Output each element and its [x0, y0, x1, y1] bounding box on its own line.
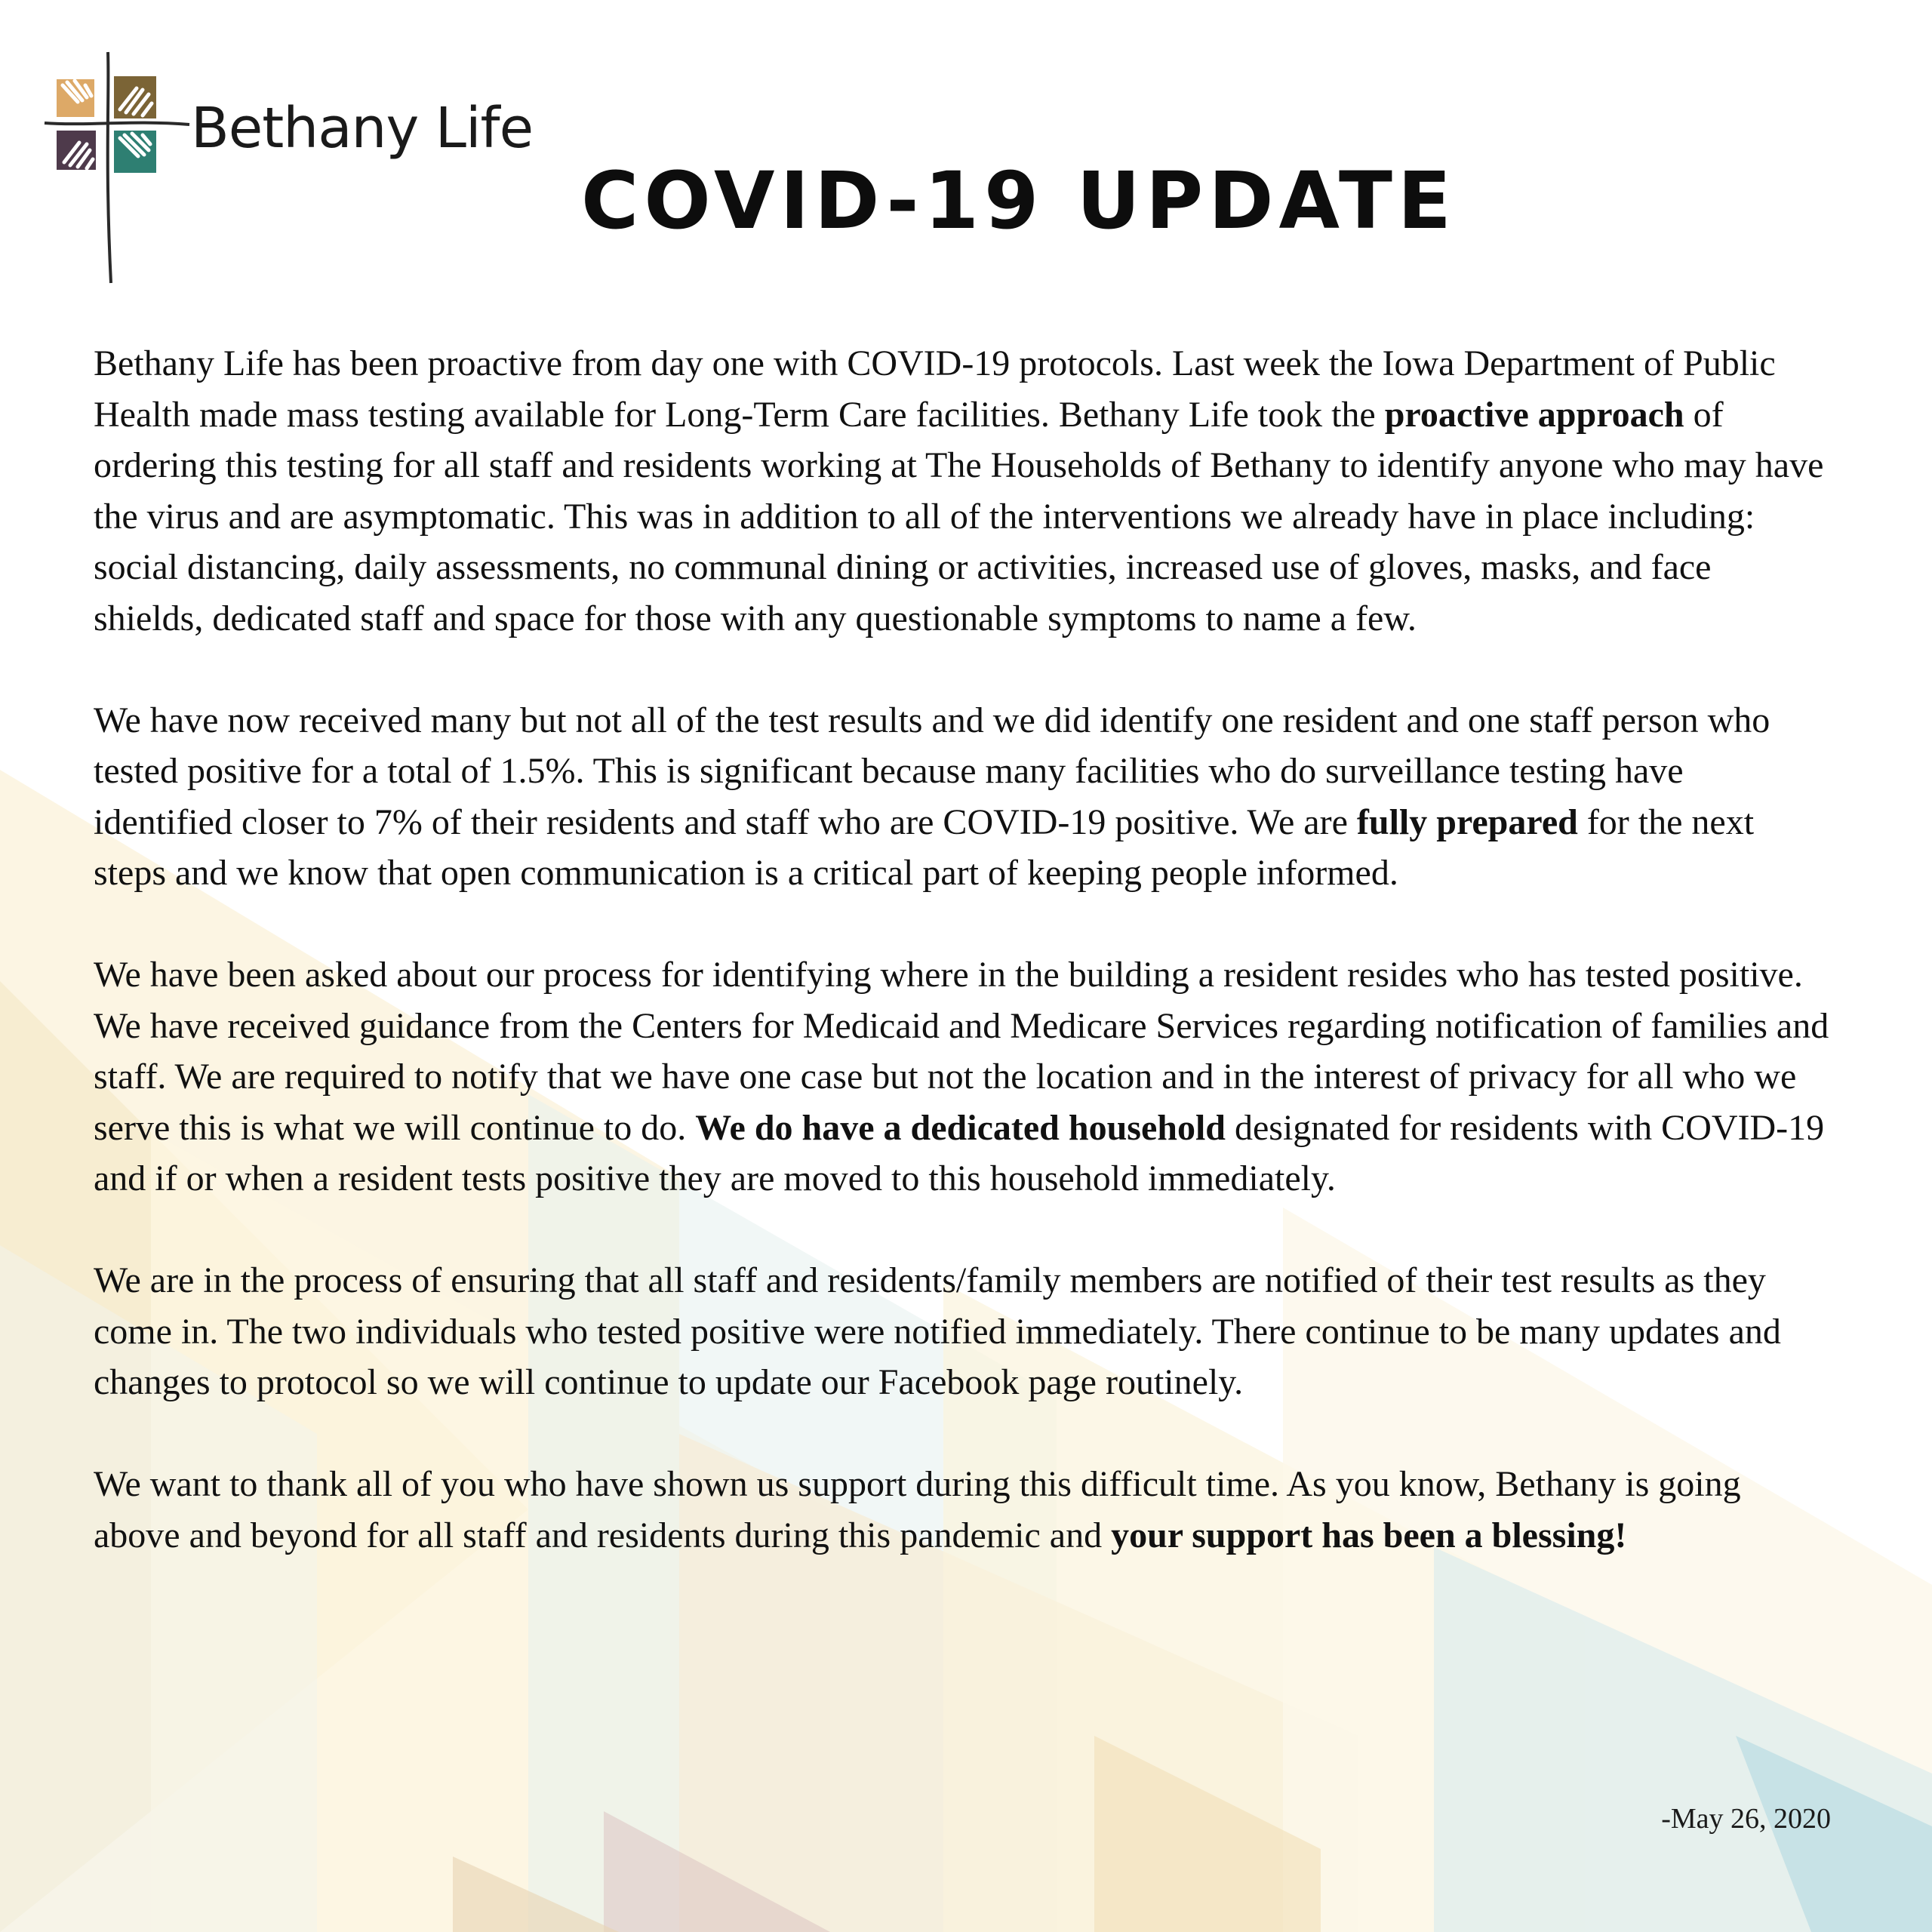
paragraph	[94, 1459, 1829, 1561]
paragraph	[94, 695, 1829, 899]
logo-wordmark: Bethany Life	[191, 96, 534, 161]
text-segment: We have been asked about our process for identifying where in the building a resident resides who has tested positive. We have received guidance from the Centers for Medicaid and Medicare Services regarding notification of families and staff. We are required to notify that we have one case but not the location and in the interest of privacy for all who we serve this is what we will continue to do.	[94, 955, 1829, 1148]
paragraph	[94, 338, 1829, 644]
bold-text: proactive approach	[1384, 394, 1684, 435]
bold-text: We do have a dedicated household	[695, 1107, 1226, 1148]
bold-text: fully prepared	[1356, 801, 1578, 842]
bold-text: your support has been a blessing!	[1111, 1515, 1627, 1555]
text-segment: We want to thank all of you who have shown us support during this difficult time. As you know, Bethany is going above and beyond for all staff and residents during this pandemic and	[94, 1464, 1741, 1555]
text-segment: designated for residents with COVID-19 and if or when a resident tests positive they are moved to this household immediately.	[94, 1107, 1825, 1198]
text-segment: for the next steps and we know that open communication is a critical part of keeping people informed.	[94, 801, 1755, 893]
letter-date: -May 26, 2020	[1661, 1803, 1831, 1835]
text-segment: We are in the process of ensuring that all staff and residents/family members are notified of their test results as they come in. The two individuals who tested positive were notified immediately. There continue to be many updates and changes to protocol so we will continue to update our Facebook page routinely.	[94, 1260, 1781, 1402]
page-title: COVID-19 UPDATE	[581, 155, 1457, 247]
text-segment: Bethany Life has been proactive from day one with COVID-19 protocols. Last week the Iowa Department of Public Health made mass testing available for Long-Term Care facilities. Bethany Life took the	[94, 343, 1776, 435]
letter-body	[94, 338, 1829, 1612]
paragraph	[94, 1255, 1829, 1408]
text-segment: of ordering this testing for all staff and residents working at The Households of Bethany to identify anyone who may have the virus and are asymptomatic. This was in addition to all of the interventions we already have in place including: social distancing, daily assessments, no communal dining or activities, increased use of gloves, masks, and face shields, dedicated staff and space for those with any questionable symptoms to name a few.	[94, 394, 1824, 638]
paragraph	[94, 949, 1829, 1204]
text-segment: We have now received many but not all of the test results and we did identify one resident and one staff person who tested positive for a total of 1.5%. This is significant because many facilities who do surveillance testing have identified closer to 7% of their residents and staff who are COVID-19 positive. We are	[94, 700, 1770, 842]
